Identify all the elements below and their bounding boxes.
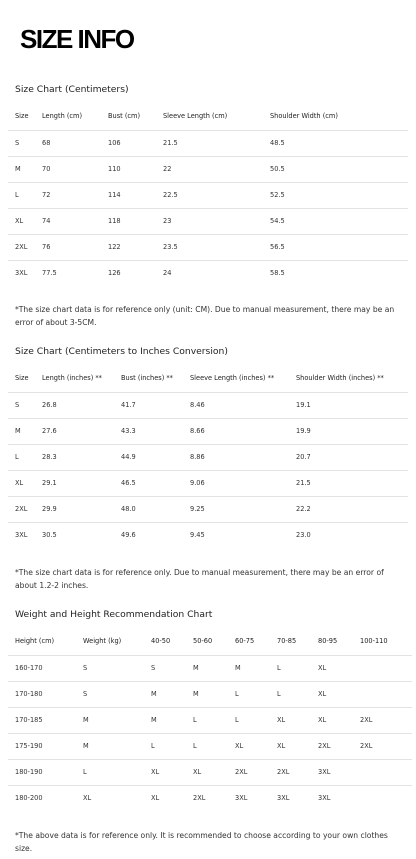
table-cell: S xyxy=(83,664,88,672)
table-cell: 3XL xyxy=(277,794,290,803)
table-cell: 72 xyxy=(42,191,51,199)
header-cell: Shoulder Width (cm) xyxy=(270,112,338,121)
table-cell: 3XL xyxy=(318,794,331,803)
table-cell: M xyxy=(193,664,199,672)
header-cell: Length (inches) ** xyxy=(42,374,102,383)
table-cell: 2XL xyxy=(15,505,28,513)
table-cell: 2XL xyxy=(360,742,373,750)
table-cell: L xyxy=(15,191,19,199)
table-row xyxy=(8,182,408,208)
table-cell: XL xyxy=(151,794,160,803)
header-cell: Bust (cm) xyxy=(108,112,141,121)
header-cell: Height (cm) xyxy=(15,637,55,646)
table-cell: XL xyxy=(193,768,202,776)
table-cell: 2XL xyxy=(193,794,206,803)
table-cell: 54.5 xyxy=(270,217,285,225)
table-cell: 48.5 xyxy=(270,139,285,147)
table-cell: 48.0 xyxy=(121,505,136,513)
table-row xyxy=(8,156,408,182)
table-cell: L xyxy=(235,690,239,698)
table-row xyxy=(8,470,408,496)
table-cell: 9.06 xyxy=(190,479,205,487)
table-cell: 77.5 xyxy=(42,269,57,278)
table-cell: 2XL xyxy=(15,243,28,251)
table-cell: 126 xyxy=(108,269,121,278)
table-cell: M xyxy=(83,716,89,724)
table-row xyxy=(8,655,412,681)
header-cell: 40-50 xyxy=(151,637,171,646)
table-cell: 43.3 xyxy=(121,427,136,435)
table-row xyxy=(8,522,408,548)
table-cell: 2XL xyxy=(277,768,290,776)
table-cell: 76 xyxy=(42,243,51,251)
table-cell: 160-170 xyxy=(15,664,43,672)
recommendation-chart-note: *The above data is for reference only. It is recommended to choose according to your own clothes size. xyxy=(15,831,388,853)
table-cell: 9.25 xyxy=(190,505,205,513)
header-cell: 80-95 xyxy=(318,637,338,646)
table-cell: 180-190 xyxy=(15,768,43,776)
table-cell: L xyxy=(193,716,197,724)
table-cell: M xyxy=(83,742,89,750)
table-cell: 30.5 xyxy=(42,531,57,540)
table-cell: S xyxy=(151,664,156,672)
size-chart-cm-note: *The size chart data is for reference only (unit: CM). Due to manual measurement, there may be an error of about 3-5CM. xyxy=(15,305,395,327)
header-cell: Size xyxy=(15,112,29,121)
table-header-row xyxy=(8,628,412,655)
table-row xyxy=(8,208,408,234)
table-cell: M xyxy=(15,165,21,173)
table-cell xyxy=(353,785,412,811)
header-cell: Size xyxy=(15,374,29,383)
table-cell xyxy=(353,655,412,681)
table-cell: M xyxy=(193,690,199,698)
table-cell: XL xyxy=(277,716,286,724)
table-cell: 175-190 xyxy=(15,742,43,750)
header-cell: Length (cm) xyxy=(42,112,83,121)
size-chart-inches-title: Size Chart (Centimeters to Inches Conversion) xyxy=(15,346,228,357)
table-cell: 2XL xyxy=(318,742,331,750)
table-row xyxy=(8,260,408,286)
table-row xyxy=(8,234,408,260)
table-row xyxy=(8,496,408,522)
table-cell: 2XL xyxy=(360,716,373,724)
header-cell: Shoulder Width (inches) ** xyxy=(296,374,384,383)
table-header-row xyxy=(8,365,408,392)
table-cell: 9.45 xyxy=(190,531,205,540)
table-cell: 170-180 xyxy=(15,690,43,698)
table-cell: L xyxy=(151,742,155,750)
header-cell: 70-85 xyxy=(277,637,297,646)
size-chart-inches-table xyxy=(8,365,408,548)
recommendation-chart-title: Weight and Height Recommendation Chart xyxy=(15,609,213,620)
table-row xyxy=(8,733,412,759)
table-cell: 20.7 xyxy=(296,453,311,461)
table-cell xyxy=(353,681,412,707)
table-cell: XL xyxy=(151,768,160,776)
table-cell: L xyxy=(277,664,281,672)
table-cell: XL xyxy=(83,794,92,803)
table-cell: M xyxy=(235,664,241,672)
table-cell: 23 xyxy=(163,217,172,225)
table-cell: 41.7 xyxy=(121,401,136,409)
table-cell: 49.6 xyxy=(121,531,136,540)
table-cell: M xyxy=(151,690,157,698)
table-header-row xyxy=(8,103,408,130)
table-cell: 8.66 xyxy=(190,427,205,435)
table-cell: 50.5 xyxy=(270,165,285,173)
table-cell: 118 xyxy=(108,217,121,225)
table-cell: 27.6 xyxy=(42,427,57,435)
table-cell: XL xyxy=(15,217,24,225)
table-cell: M xyxy=(151,716,157,724)
header-cell: Sleeve Length (inches) ** xyxy=(190,374,275,383)
table-cell: 29.1 xyxy=(42,479,57,487)
table-cell: 110 xyxy=(108,165,121,173)
table-cell: 19.1 xyxy=(296,401,311,409)
table-row xyxy=(8,130,408,156)
table-cell: XL xyxy=(318,690,327,698)
table-cell xyxy=(353,759,412,785)
table-cell: XL xyxy=(15,479,24,487)
table-cell: M xyxy=(15,427,21,435)
table-cell: XL xyxy=(318,716,327,724)
table-cell: XL xyxy=(318,664,327,672)
page-title: SIZE INFO xyxy=(20,24,134,54)
header-cell: Sleeve Length (cm) xyxy=(163,112,228,121)
table-cell: 24 xyxy=(163,269,172,278)
table-cell: 52.5 xyxy=(270,191,285,199)
table-cell: 22.2 xyxy=(296,505,311,513)
table-cell: 68 xyxy=(42,139,51,147)
table-cell: 180-200 xyxy=(15,794,43,803)
size-chart-inches-note: *The size chart data is for reference only. Due to manual measurement, there may be an error of about 1.2-2 inches. xyxy=(15,568,384,590)
table-cell: L xyxy=(277,690,281,698)
table-cell: L xyxy=(235,716,239,724)
table-cell: 3XL xyxy=(235,794,248,803)
table-cell: 3XL xyxy=(15,269,28,278)
table-cell: 21.5 xyxy=(163,139,178,147)
table-cell: 114 xyxy=(108,191,121,199)
table-cell: S xyxy=(83,690,88,698)
table-row xyxy=(8,681,412,707)
table-cell: 70 xyxy=(42,165,51,173)
table-cell: XL xyxy=(235,742,244,750)
table-cell: 44.9 xyxy=(121,453,136,461)
table-cell: 21.5 xyxy=(296,479,311,487)
header-cell: Weight (kg) xyxy=(83,637,122,646)
table-cell: 3XL xyxy=(318,768,331,776)
table-cell: 22.5 xyxy=(163,191,178,199)
table-cell: 8.86 xyxy=(190,453,205,461)
table-cell: 3XL xyxy=(15,531,28,540)
table-cell: L xyxy=(15,453,19,461)
table-row xyxy=(8,785,412,811)
size-chart-cm-title: Size Chart (Centimeters) xyxy=(15,84,129,95)
table-cell: 22 xyxy=(163,165,172,173)
table-cell: 23.0 xyxy=(296,531,311,540)
header-cell: 50-60 xyxy=(193,637,213,646)
table-cell: 58.5 xyxy=(270,269,285,278)
table-cell: 106 xyxy=(108,139,121,147)
table-cell: 19.9 xyxy=(296,427,311,435)
table-cell: XL xyxy=(277,742,286,750)
table-row xyxy=(8,418,408,444)
table-row xyxy=(8,707,412,733)
table-cell: L xyxy=(193,742,197,750)
table-cell: 28.3 xyxy=(42,453,57,461)
table-cell: 8.46 xyxy=(190,401,205,409)
header-cell: Bust (inches) ** xyxy=(121,374,173,383)
table-cell: S xyxy=(15,401,20,409)
table-cell: 56.5 xyxy=(270,243,285,251)
table-row xyxy=(8,759,412,785)
table-cell: 26.8 xyxy=(42,401,57,409)
table-cell: 74 xyxy=(42,217,51,225)
table-cell: S xyxy=(15,139,20,147)
table-cell: 46.5 xyxy=(121,479,136,487)
header-cell: 60-75 xyxy=(235,637,255,646)
table-row xyxy=(8,444,408,470)
size-chart-cm-table xyxy=(8,103,408,286)
table-cell: 122 xyxy=(108,243,121,251)
recommendation-chart-table xyxy=(8,628,412,811)
table-cell: 170-185 xyxy=(15,716,43,724)
table-cell: 2XL xyxy=(235,768,248,776)
table-row xyxy=(8,392,408,418)
table-cell: 23.5 xyxy=(163,243,178,251)
table-cell: 29.9 xyxy=(42,505,57,513)
table-cell: L xyxy=(83,768,87,776)
header-cell: 100-110 xyxy=(360,637,388,646)
